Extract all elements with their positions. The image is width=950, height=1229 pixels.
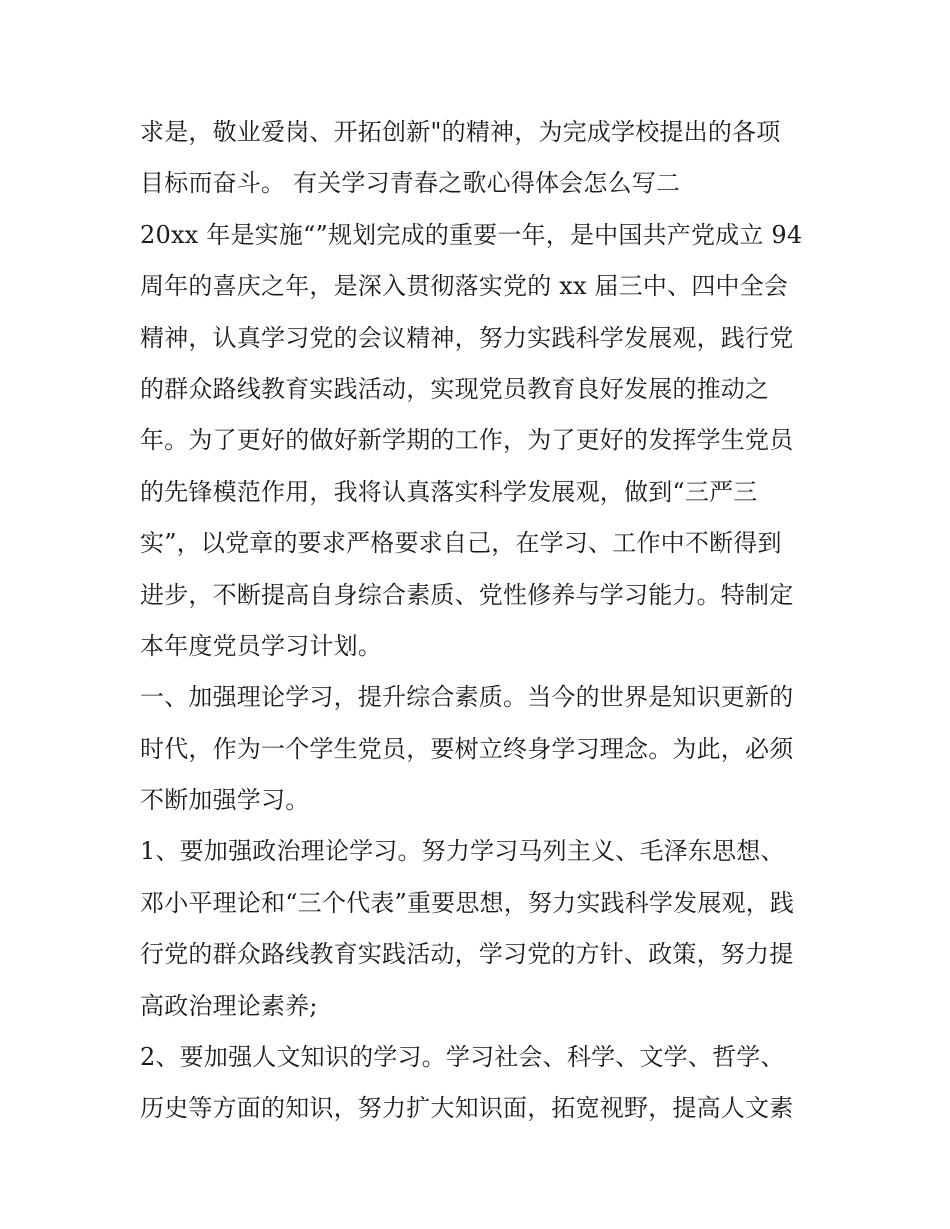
text-line-20: 历史等方面的知识，努力扩大知识面，拓宽视野，提高人文素 [140,1094,794,1123]
text-line-10: 进步，不断提高自身综合素质、党性修养与学习能力。特制定 [140,580,794,609]
text-line-3: 20xx 年是实施“”规划完成的重要一年，是中国共产党成立 94 [140,220,803,249]
text-line-2: 目标而奋斗。 有关学习青春之歌心得体会怎么写二 [140,169,681,198]
document-body [140,107,830,1135]
text-line-18: 高政治理论素养; [140,991,318,1020]
text-line-14: 不断加强学习。 [140,786,310,815]
text-line-4: 周年的喜庆之年，是深入贯彻落实党的 xx 届三中、四中全会 [140,272,789,301]
text-line-12: 一、加强理论学习，提升综合素质。当今的世界是知识更新的 [140,683,794,712]
text-line-17: 行党的群众路线教育实践活动，学习党的方针、政策，努力提 [140,940,794,969]
text-line-13: 时代，作为一个学生党员，要树立终身学习理念。为此，必须 [140,734,794,763]
text-line-11: 本年度党员学习计划。 [140,631,382,660]
text-line-5: 精神，认真学习党的会议精神，努力实践科学发展观，践行党 [140,323,794,352]
text-line-16: 邓小平理论和“三个代表”重要思想，努力实践科学发展观，践 [140,888,795,917]
text-line-9: 实”，以党章的要求严格要求自己，在学习、工作中不断得到 [140,529,782,558]
text-line-7: 年。为了更好的做好新学期的工作，为了更好的发挥学生党员 [140,426,794,455]
text-line-15: 1、要加强政治理论学习。努力学习马列主义、毛泽东思想、 [140,837,785,866]
text-line-1: 求是，敬业爱岗、开拓创新"的精神，为完成学校提出的各项 [140,118,781,146]
text-line-8: 的先锋模范作用，我将认真落实科学发展观，做到“三严三 [140,477,758,506]
text-line-19: 2、要加强人文知识的学习。学习社会、科学、文学、哲学、 [140,1043,785,1072]
text-line-6: 的群众路线教育实践活动，实现党员教育良好发展的推动之 [140,374,770,403]
